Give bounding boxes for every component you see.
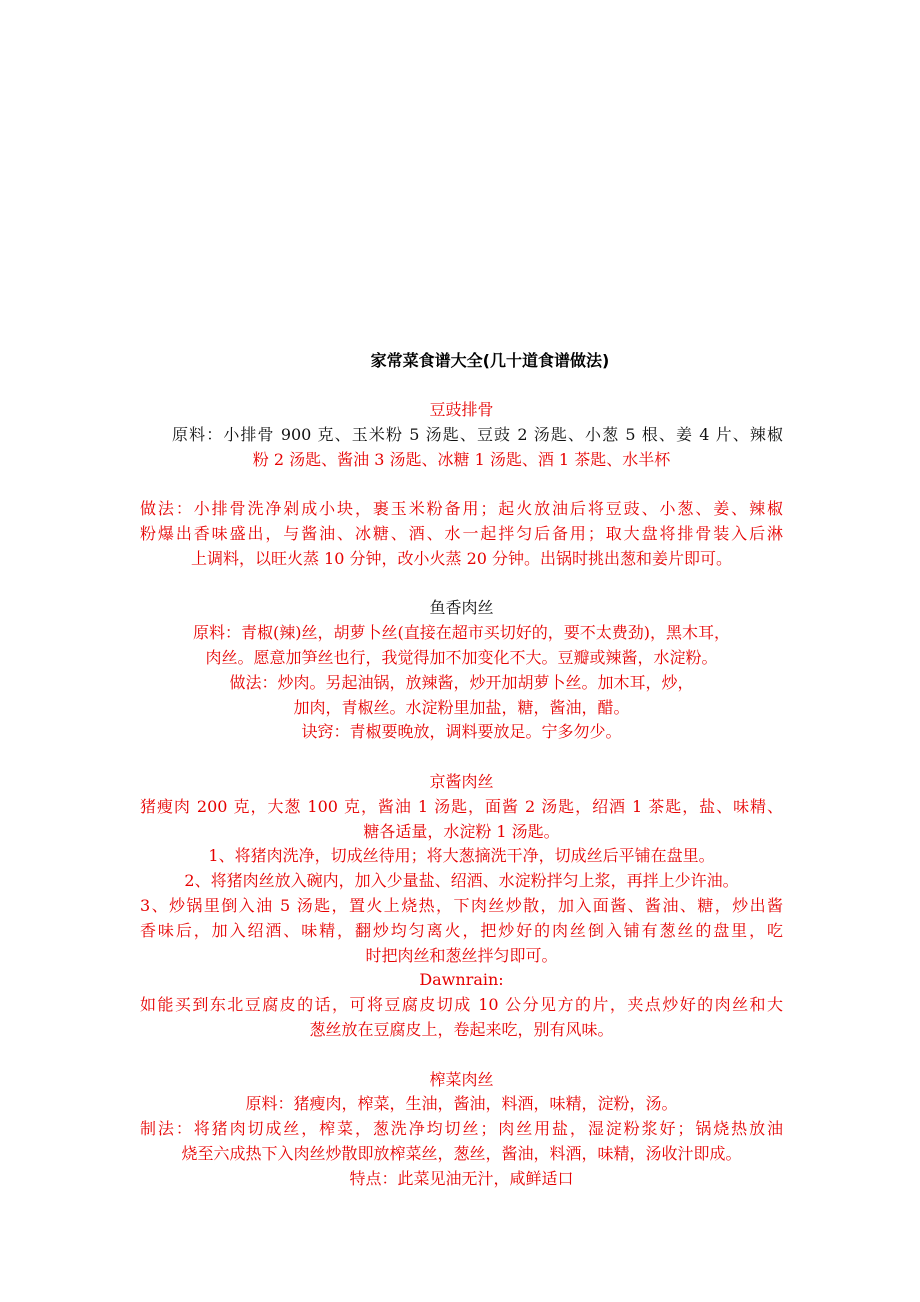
note-line: 葱丝放在豆腐皮上，卷起来吃，别有风味。 [309, 1019, 614, 1039]
step-line: 时把肉丝和葱丝拌匀即可。 [365, 945, 558, 965]
recipe-title: 京酱肉丝 [429, 771, 494, 791]
method-line: 做法：炒肉。另起油锅，放辣酱，炒开加胡萝卜丝。加木耳，炒， [229, 672, 694, 692]
ingredients-line: 粉 2 汤匙、酱油 3 汤匙、冰糖 1 汤匙、酒 1 茶匙、水半杯 [252, 449, 671, 469]
step-line: 香味后，加入绍酒、味精，翻炒均匀离火，把炒好的肉丝倒入铺有葱丝的盘里，吃 [140, 920, 783, 940]
ingredients-line: 原料：青椒(辣)丝，胡萝卜丝(直接在超市买切好的，要不太费劲)，黑木耳， [193, 623, 730, 643]
ingredients-line: 原料：小排骨 900 克、玉米粉 5 汤匙、豆豉 2 汤匙、小葱 5 根、姜 4 片、辣椒 [172, 424, 783, 444]
note-line: 如能买到东北豆腐皮的话，可将豆腐皮切成 10 公分见方的片，夹点炒好的肉丝和大 [140, 995, 783, 1015]
method-line: 烧至六成热下入肉丝炒散即放榨菜丝，葱丝，酱油，料酒，味精，汤收汁即成。 [181, 1143, 742, 1163]
recipe-title: 榨菜肉丝 [429, 1069, 494, 1089]
recipe-title: 豆豉排骨 [429, 400, 494, 419]
spacer [140, 745, 783, 770]
ingredients-line: 糖各适量，水淀粉 1 汤匙。 [363, 821, 560, 841]
method-line: 上调料，以旺火蒸 10 分钟，改小火蒸 20 分钟。出锅时挑出葱和姜片即可。 [190, 548, 733, 568]
method-line: 做法：小排骨洗净剁成小块，裹玉米粉备用；起火放油后将豆豉、小葱、姜、辣椒 [140, 499, 783, 519]
step-line: 1、将猪肉洗净，切成丝待用；将大葱摘洗干净，切成丝后平铺在盘里。 [208, 846, 715, 866]
step-line: 2、将猪肉丝放入碗内，加入少量盐、绍酒、水淀粉拌匀上浆，再拌上少许油。 [184, 871, 739, 891]
step-line: 3、炒锅里倒入油 5 汤匙，置火上烧热，下肉丝炒散，加入面酱、酱油、糖，炒出酱 [140, 895, 783, 915]
method-line: 粉爆出香味盛出，与酱油、冰糖、酒、水一起拌匀后备用；取大盘将排骨装入后淋 [140, 523, 783, 543]
document-body [140, 398, 783, 1192]
page-title: 家常菜食谱大全(几十道食谱做法) [370, 351, 610, 370]
ingredients-line: 猪瘦肉 200 克，大葱 100 克，酱油 1 汤匙，面酱 2 汤匙，绍酒 1 茶匙，盐、味精、 [140, 796, 783, 816]
recipe-title: 鱼香肉丝 [429, 598, 494, 618]
spacer [140, 572, 783, 597]
feature-line: 特点：此菜见油无汁，咸鲜适口 [349, 1168, 574, 1188]
method-line: 加肉，青椒丝。水淀粉里加盐，糖，酱油，醋。 [293, 697, 630, 717]
ingredients-line: 原料：猪瘦肉，榨菜，生油，酱油，料酒，味精，淀粉，汤。 [245, 1094, 678, 1114]
spacer [140, 1043, 783, 1068]
tip-line: 诀窍：青椒要晚放，调料要放足。宁多勿少。 [301, 722, 622, 742]
note-author: Dawnrain: [419, 970, 504, 990]
method-line: 制法：将猪肉切成丝，榨菜，葱洗净均切丝；肉丝用盐，湿淀粉浆好；锅烧热放油 [140, 1119, 783, 1139]
spacer [140, 472, 783, 497]
ingredients-line: 肉丝。愿意加笋丝也行，我觉得加不加变化不大。豆瓣或辣酱，水淀粉。 [205, 647, 718, 667]
